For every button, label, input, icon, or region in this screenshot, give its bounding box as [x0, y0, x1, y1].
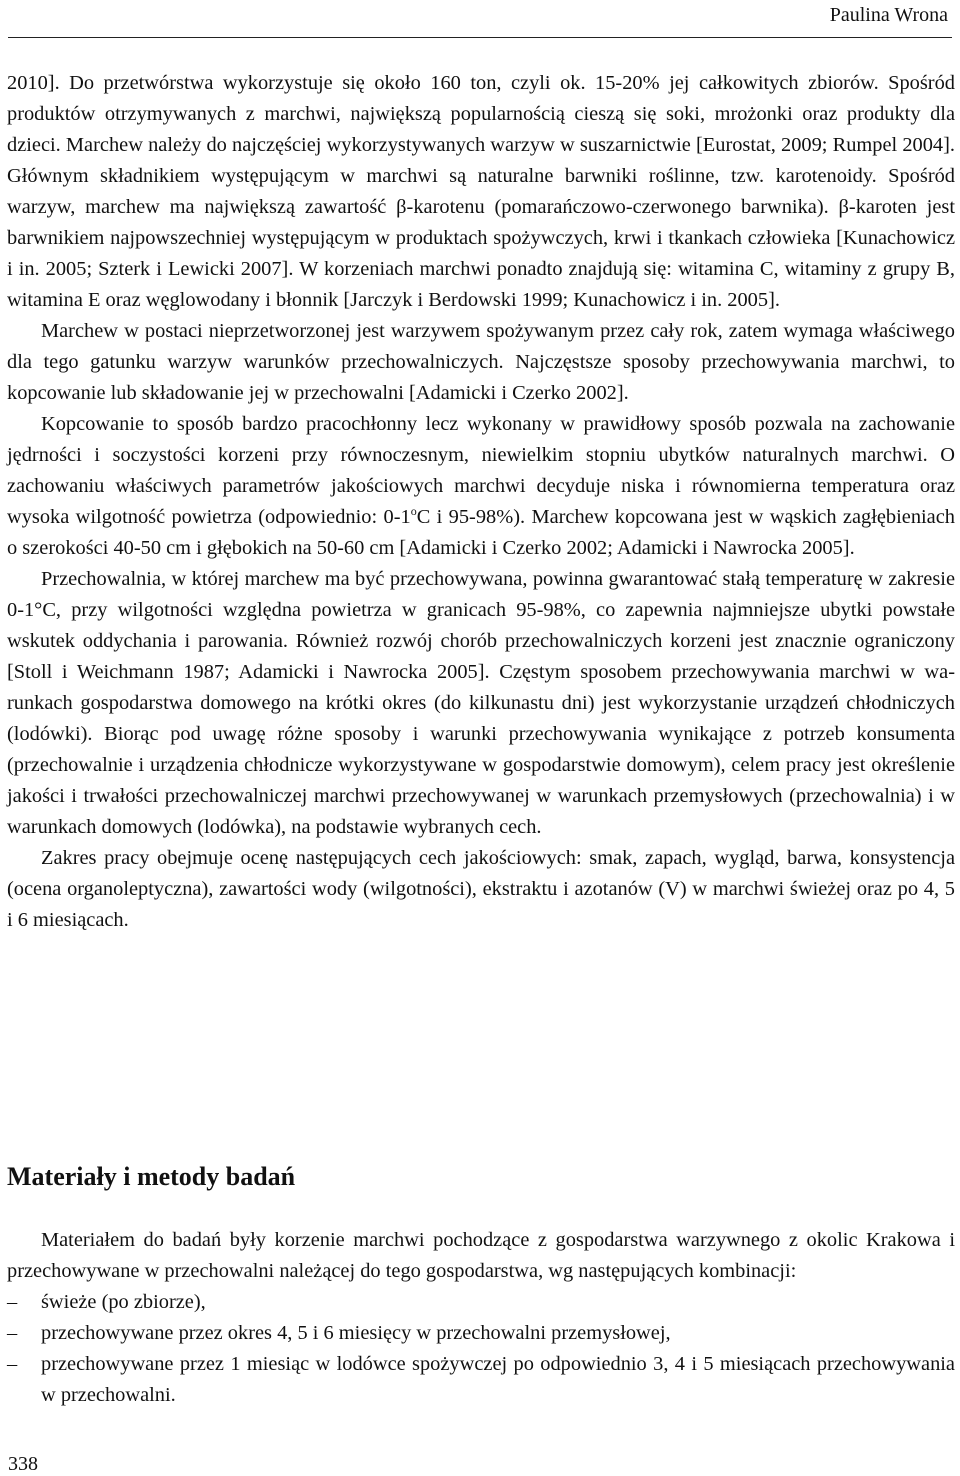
dash-marker: – [7, 1291, 18, 1313]
body-text [7, 68, 955, 936]
dash-marker: – [7, 1353, 18, 1375]
combinations-list [7, 1287, 955, 1411]
list-item-text: świeże (po zbiorze), [41, 1291, 206, 1313]
paragraph-1: 2010]. Do przetwórstwa wykorzystuje się około 160 ton, czyli ok. 15-20% jej całkowitych zbiorów. Spośród produktów otrzymywanych z marchwi, największą popularnością cieszą się soki, mrożonki oraz produkty dla dzieci. Marchew należy do najczęściej wykorzystywanych warzyw w suszarnictwie [Eurostat, 2009; Rumpel 2004]. Głównym składnikiem występującym w marchwi są naturalne barwniki roślinne, tzw. karotenoidy. Spośród warzyw, marchew ma największą zawartość β-karotenu (pomarańczowo-czerwonego barwnika). β-karoten jest barwnikiem najpowszechniej występującym w produktach spożywczych, krwi i tkankach człowieka [Kunachowicz i in. 2005; Szterk i Lewicki 2007]. W korzeniach marchwi ponadto znajdują się: witamina C, witaminy z grupy B, witamina E oraz węglowodany i błonnik [Jarczyk i Berdowski 1999; Kunachowicz i in. 2005]. [7, 72, 955, 311]
page-number: 338 [8, 1453, 38, 1475]
section-heading: Materiały i metody badań [7, 1162, 296, 1191]
paragraph-2: Marchew w postaci nieprzetworzonej jest warzywem spożywanym przez cały rok, zatem wymaga właściwego dla tego gatunku warzyw warunków przechowalniczych. Najczęstsze sposoby przechowywania marchwi, to kopcowanie lub składowanie jej w przechowalni [Adamicki i Czerko 2002]. [7, 320, 955, 404]
paragraph-4: Przechowalnia, w której marchew ma być przechowywana, powinna gwarantować stałą temperaturę w zakresie 0-1°C, przy wilgotności względna powietrza w granicach 95-98%, co zapewnia najmniejsze ubytki powstałe wskutek oddychania i parowania. Również rozwój chorób przechowalniczych korzeni jest znacznie ograniczony [Stoll i Weichmann 1987; Adamicki i Nawrocka 2005]. Częstym sposobem przechowywania marchwi w warunkach gospodarstwa domowego na krótki okres (do kilkunastu dni) jest wykorzystanie urządzeń chłodniczych (lodówki). Biorąc pod uwagę różne sposoby i warunki przechowywania wynikające z potrzeb konsumenta (przechowalnie i urządzenia chłodnicze wykorzystywane w gospodarstwie domowym), celem pracy jest określenie jakości i trwałości przechowalniczej marchwi przechowywanej w warunkach przemysłowych (przechowalnia) i w warunkach domowych (lodówka), na podstawie wybranych cech. [7, 568, 955, 838]
list-item [7, 1287, 955, 1318]
list-item [7, 1349, 955, 1411]
header-rule [8, 37, 952, 38]
running-header-author: Paulina Wrona [829, 4, 948, 26]
list-item-text: przechowywane przez okres 4, 5 i 6 miesięcy w przechowalni przemysłowej, [41, 1322, 671, 1344]
methods-section [7, 1225, 955, 1411]
dash-marker: – [7, 1322, 18, 1344]
paragraph-5: Zakres pracy obejmuje ocenę następujących cech jakościowych: smak, zapach, wygląd, barwa, konsystencja (ocena organoleptyczna), zawartości wody (wilgotności), ekstraktu i azotanów (V) w marchwi świeżej oraz po 4, 5 i 6 miesiącach. [7, 847, 955, 931]
paragraph-3-part-2: C i 95-98%). Marchew kopcowana jest w wąskich zagłębieniach o szerokości 40-50 cm i głębokich na 50-60 cm [Adamicki i Czerko 2002; Adamicki i Nawrocka 2005]. [7, 506, 955, 559]
paragraph-3-part-1: Kopcowanie to sposób bardzo pracochłonny lecz wykonany w prawidłowy sposób pozwala na zachowanie jędrności i soczystości korzeni przy równoczesnym, niewielkim stopniu ubytków naturalnych marchwi. O zachowaniu właściwych parametrów jakościowych marchwi decyduje niska i równomierna temperatura oraz wysoka wilgotność powietrza (odpowiednio: 0-1 [7, 413, 955, 528]
list-item [7, 1318, 955, 1349]
paragraph-3 [7, 409, 955, 564]
list-item-text: przechowywane przez 1 miesiąc w lodówce spożywczej po odpowiednio 3, 4 i 5 miesiącach przechowywania w przechowalni. [41, 1353, 955, 1406]
degree-superscript: o [410, 504, 417, 519]
methods-intro: Materiałem do badań były korzenie marchwi pochodzące z gospodarstwa warzywnego z okolic Krakowa i przechowywane w przechowalni należącej do tego gospodarstwa, wg następujących kombinacji: [7, 1229, 955, 1282]
